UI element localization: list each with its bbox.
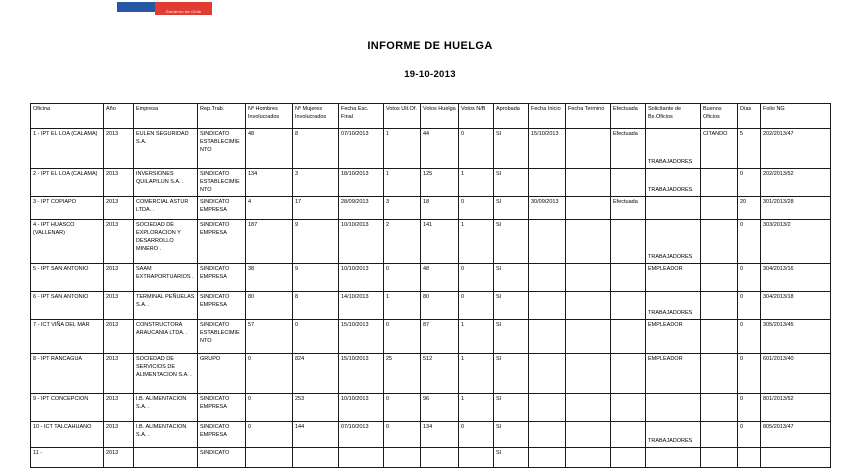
cell-dias: 5 [738, 129, 761, 169]
cell-votos_ult_of: 3 [384, 197, 421, 220]
cell-rep_trab: SINDICATO ESTABLECIMIENTO [198, 129, 246, 169]
cell-oficina: 8 - IPT RANCAGUA [31, 354, 104, 394]
cell-buenos_oficios [701, 448, 738, 468]
cell-dias: 0 [738, 220, 761, 264]
cell-votos_ult_of: 1 [384, 169, 421, 197]
cell-empresa: SOCIEDAD DE EXPLORACION Y DESARROLLO MINERO . [134, 220, 198, 264]
cell-fecha_termino [566, 448, 611, 468]
cell-fecha_inicio [529, 354, 566, 394]
column-header-buenos_oficios: Buenos Oficios [701, 104, 738, 129]
column-header-folio_ng: Folio NG [761, 104, 831, 129]
cell-folio_ng: 304/2013/18 [761, 292, 831, 320]
cell-oficina: 10 - ICT TALCAHUANO [31, 422, 104, 448]
cell-oficina: 11 - [31, 448, 104, 468]
cell-votos_nb: 1 [459, 220, 494, 264]
cell-ano: 2013 [104, 354, 134, 394]
cell-votos_huelga: 134 [421, 422, 459, 448]
cell-empresa: TERMINAL PEÑUELAS S.A. . [134, 292, 198, 320]
cell-fecha_termino [566, 197, 611, 220]
cell-votos_huelga: 87 [421, 320, 459, 354]
cell-efectuada [611, 169, 646, 197]
cell-solicitante [646, 394, 701, 422]
cell-fecha_inicio [529, 320, 566, 354]
cell-solicitante: TRABAJADORES [646, 292, 701, 320]
cell-mujeres: 824 [293, 354, 339, 394]
cell-folio_ng: 801/2013/52 [761, 394, 831, 422]
cell-hombres: 38 [246, 264, 293, 292]
cell-hombres: 134 [246, 169, 293, 197]
cell-fecha_termino [566, 264, 611, 292]
cell-empresa: COMERCIAL ASTUR LTDA. . [134, 197, 198, 220]
cell-fecha_inicio [529, 292, 566, 320]
cell-votos_ult_of: 0 [384, 320, 421, 354]
cell-efectuada [611, 448, 646, 468]
cell-solicitante: TRABAJADORES [646, 129, 701, 169]
cell-votos_nb: 1 [459, 354, 494, 394]
cell-hombres: 48 [246, 129, 293, 169]
cell-aprobada: SI [494, 197, 529, 220]
table-row [31, 292, 831, 320]
cell-empresa: SAAM EXTRAPORTUARIOS . [134, 264, 198, 292]
cell-ano: 2013 [104, 320, 134, 354]
cell-solicitante: TRABAJADORES [646, 422, 701, 448]
column-header-votos_nb: Votos N/B [459, 104, 494, 129]
cell-fecha_termino [566, 292, 611, 320]
cell-dias: 0 [738, 264, 761, 292]
column-header-empresa: Empresa [134, 104, 198, 129]
column-header-ano: Año [104, 104, 134, 129]
table-head [31, 104, 831, 129]
cell-fecha_esc_final: 15/10/2013 [339, 354, 384, 394]
logo-text: Gobierno de Chile [165, 9, 202, 14]
cell-efectuada: Efectuada [611, 197, 646, 220]
cell-fecha_inicio: 30/09/2013 [529, 197, 566, 220]
cell-oficina: 3 - IPT COPIAPO [31, 197, 104, 220]
cell-dias: 20 [738, 197, 761, 220]
cell-fecha_termino [566, 422, 611, 448]
column-header-oficina: Oficina [31, 104, 104, 129]
cell-votos_nb [459, 448, 494, 468]
cell-solicitante [646, 448, 701, 468]
column-header-rep_trab: Rep.Trab. [198, 104, 246, 129]
table-row [31, 264, 831, 292]
cell-efectuada: Efectuada [611, 129, 646, 169]
cell-votos_ult_of: 0 [384, 264, 421, 292]
cell-mujeres: 9 [293, 220, 339, 264]
cell-fecha_termino [566, 320, 611, 354]
cell-solicitante: TRABAJADORES [646, 220, 701, 264]
cell-votos_ult_of: 0 [384, 422, 421, 448]
table-row [31, 129, 831, 169]
cell-buenos_oficios [701, 422, 738, 448]
cell-mujeres: 0 [293, 320, 339, 354]
cell-folio_ng: 601/2013/40 [761, 354, 831, 394]
column-header-dias: Días [738, 104, 761, 129]
report-date: 19-10-2013 [404, 69, 456, 80]
cell-votos_huelga [421, 448, 459, 468]
cell-mujeres: 9 [293, 264, 339, 292]
logo-blue-box [117, 2, 155, 12]
cell-aprobada: SI [494, 422, 529, 448]
column-header-aprobada: Aprobada [494, 104, 529, 129]
column-header-efectuada: Efectuada [611, 104, 646, 129]
cell-votos_huelga: 96 [421, 394, 459, 422]
cell-buenos_oficios: CITANDO [701, 129, 738, 169]
cell-fecha_esc_final: 10/10/2013 [339, 264, 384, 292]
cell-votos_huelga: 44 [421, 129, 459, 169]
cell-efectuada [611, 320, 646, 354]
cell-folio_ng: 202/2013/47 [761, 129, 831, 169]
cell-folio_ng: 303/2013/2 [761, 220, 831, 264]
column-header-fecha_esc_final: Fecha Esc. Final [339, 104, 384, 129]
cell-aprobada: SI [494, 394, 529, 422]
cell-solicitante: EMPLEADOR [646, 320, 701, 354]
cell-fecha_esc_final: 07/10/2013 [339, 129, 384, 169]
cell-dias: 0 [738, 354, 761, 394]
cell-efectuada [611, 264, 646, 292]
cell-ano: 2013 [104, 197, 134, 220]
cell-dias: 0 [738, 169, 761, 197]
cell-fecha_inicio [529, 220, 566, 264]
cell-votos_nb: 0 [459, 129, 494, 169]
cell-votos_ult_of: 25 [384, 354, 421, 394]
table-row [31, 197, 831, 220]
cell-mujeres: 144 [293, 422, 339, 448]
cell-hombres: 187 [246, 220, 293, 264]
cell-oficina: 9 - IPT CONCEPCION [31, 394, 104, 422]
column-header-solicitante: Solicitante de Bs.Oficios [646, 104, 701, 129]
cell-buenos_oficios [701, 197, 738, 220]
cell-ano: 2013 [104, 169, 134, 197]
cell-rep_trab: SINDICATO EMPRESA [198, 197, 246, 220]
huelga-table [30, 103, 831, 468]
cell-dias: 0 [738, 320, 761, 354]
cell-votos_huelga: 80 [421, 292, 459, 320]
cell-buenos_oficios [701, 394, 738, 422]
cell-dias: 0 [738, 422, 761, 448]
cell-dias: 0 [738, 292, 761, 320]
cell-buenos_oficios [701, 220, 738, 264]
cell-empresa: INVERSIONES QUILAPILUN S.A. . [134, 169, 198, 197]
page-title: INFORME DE HUELGA [367, 40, 493, 52]
cell-dias: 0 [738, 394, 761, 422]
cell-hombres: 0 [246, 394, 293, 422]
cell-solicitante: EMPLEADOR [646, 354, 701, 394]
cell-oficina: 5 - IPT SAN ANTONIO [31, 264, 104, 292]
cell-ano: 2013 [104, 292, 134, 320]
cell-aprobada: SI [494, 354, 529, 394]
cell-dias [738, 448, 761, 468]
header-row [31, 104, 831, 129]
cell-fecha_inicio: 15/10/2013 [529, 129, 566, 169]
cell-votos_huelga: 125 [421, 169, 459, 197]
cell-folio_ng: 305/2013/45 [761, 320, 831, 354]
cell-votos_huelga: 141 [421, 220, 459, 264]
cell-buenos_oficios [701, 264, 738, 292]
cell-hombres: 57 [246, 320, 293, 354]
cell-ano: 2013 [104, 448, 134, 468]
cell-fecha_esc_final: 28/09/2013 [339, 197, 384, 220]
cell-efectuada [611, 354, 646, 394]
cell-efectuada [611, 220, 646, 264]
cell-aprobada: SI [494, 292, 529, 320]
table-row [31, 422, 831, 448]
cell-oficina: 4 - IPT HUASCO (VALLENAR) [31, 220, 104, 264]
cell-ano: 2013 [104, 264, 134, 292]
column-header-votos_huelga: Votos Huelga [421, 104, 459, 129]
cell-fecha_inicio [529, 169, 566, 197]
cell-votos_nb: 0 [459, 264, 494, 292]
cell-rep_trab: SINDICATO EMPRESA [198, 394, 246, 422]
cell-folio_ng: 202/2013/52 [761, 169, 831, 197]
cell-fecha_inicio [529, 394, 566, 422]
cell-fecha_termino [566, 394, 611, 422]
cell-empresa [134, 448, 198, 468]
cell-fecha_esc_final: 10/10/2013 [339, 394, 384, 422]
cell-aprobada: SI [494, 448, 529, 468]
table-row [31, 394, 831, 422]
cell-folio_ng [761, 448, 831, 468]
cell-fecha_esc_final [339, 448, 384, 468]
cell-mujeres: 253 [293, 394, 339, 422]
cell-solicitante [646, 197, 701, 220]
table-row [31, 320, 831, 354]
column-header-fecha_inicio: Fecha Inicio [529, 104, 566, 129]
cell-votos_huelga: 512 [421, 354, 459, 394]
cell-buenos_oficios [701, 169, 738, 197]
cell-fecha_inicio [529, 264, 566, 292]
cell-ano: 2013 [104, 422, 134, 448]
cell-empresa: SOCIEDAD DE SERVICIOS DE ALIMENTACION S.A. . [134, 354, 198, 394]
cell-ano: 2013 [104, 220, 134, 264]
cell-aprobada: SI [494, 169, 529, 197]
cell-fecha_esc_final: 14/10/2013 [339, 292, 384, 320]
cell-rep_trab: SINDICATO ESTABLECIMIENTO [198, 320, 246, 354]
cell-fecha_inicio [529, 448, 566, 468]
cell-rep_trab: GRUPO [198, 354, 246, 394]
cell-votos_nb: 1 [459, 169, 494, 197]
cell-votos_huelga: 18 [421, 197, 459, 220]
cell-votos_huelga: 48 [421, 264, 459, 292]
cell-fecha_termino [566, 220, 611, 264]
cell-efectuada [611, 292, 646, 320]
cell-hombres [246, 448, 293, 468]
cell-oficina: 7 - ICT VIÑA DEL MAR [31, 320, 104, 354]
cell-votos_nb: 0 [459, 292, 494, 320]
cell-aprobada: SI [494, 220, 529, 264]
cell-hombres: 0 [246, 422, 293, 448]
cell-mujeres: 17 [293, 197, 339, 220]
cell-votos_ult_of: 1 [384, 292, 421, 320]
cell-buenos_oficios [701, 320, 738, 354]
cell-fecha_esc_final: 07/10/2013 [339, 422, 384, 448]
cell-ano: 2013 [104, 129, 134, 169]
cell-mujeres [293, 448, 339, 468]
cell-rep_trab: SINDICATO EMPRESA [198, 220, 246, 264]
table-row [31, 354, 831, 394]
cell-votos_ult_of: 0 [384, 394, 421, 422]
cell-mujeres: 3 [293, 169, 339, 197]
cell-rep_trab: SINDICATO EMPRESA [198, 422, 246, 448]
cell-efectuada [611, 394, 646, 422]
cell-mujeres: 8 [293, 129, 339, 169]
cell-aprobada: SI [494, 320, 529, 354]
column-header-fecha_termino: Fecha Termino [566, 104, 611, 129]
cell-votos_ult_of [384, 448, 421, 468]
cell-votos_ult_of: 1 [384, 129, 421, 169]
cell-votos_nb: 0 [459, 197, 494, 220]
cell-empresa: I.B. ALIMENTACION S.A. . [134, 422, 198, 448]
logo-red-box [155, 2, 212, 15]
cell-votos_ult_of: 2 [384, 220, 421, 264]
cell-ano: 2013 [104, 394, 134, 422]
cell-oficina: 2 - IPT EL LOA (CALAMA) [31, 169, 104, 197]
cell-fecha_termino [566, 354, 611, 394]
cell-empresa: I.B. ALIMENTACION S.A. . [134, 394, 198, 422]
cell-fecha_termino [566, 169, 611, 197]
cell-votos_nb: 1 [459, 320, 494, 354]
cell-solicitante: EMPLEADOR [646, 264, 701, 292]
cell-votos_nb: 0 [459, 422, 494, 448]
table-body [31, 129, 831, 468]
cell-folio_ng: 805/2013/47 [761, 422, 831, 448]
cell-rep_trab: SINDICATO EMPRESA [198, 292, 246, 320]
table-row [31, 448, 831, 468]
cell-mujeres: 8 [293, 292, 339, 320]
cell-fecha_esc_final: 18/10/2013 [339, 169, 384, 197]
cell-empresa: CONSTRUCTORA ARAUCANIA LTDA. . [134, 320, 198, 354]
cell-buenos_oficios [701, 354, 738, 394]
cell-rep_trab: SINDICATO ESTABLECIMIENTO [198, 169, 246, 197]
cell-fecha_inicio [529, 422, 566, 448]
table-row [31, 220, 831, 264]
cell-oficina: 1 - IPT EL LOA (CALAMA) [31, 129, 104, 169]
cell-rep_trab: SINDICATO EMPRESA [198, 264, 246, 292]
column-header-votos_ult_of: Votos Ult.Of. [384, 104, 421, 129]
cell-oficina: 6 - IPT SAN ANTONIO [31, 292, 104, 320]
cell-empresa: EULEN SEGURIDAD S.A. [134, 129, 198, 169]
cell-buenos_oficios [701, 292, 738, 320]
cell-aprobada: SI [494, 264, 529, 292]
cell-votos_nb: 1 [459, 394, 494, 422]
cell-solicitante: TRABAJADORES [646, 169, 701, 197]
column-header-mujeres: Nº Mujeres Involucrados [293, 104, 339, 129]
cell-fecha_esc_final: 10/10/2013 [339, 220, 384, 264]
cell-aprobada: SI [494, 129, 529, 169]
column-header-hombres: Nº Hombres Involucrados [246, 104, 293, 129]
table-row [31, 169, 831, 197]
cell-fecha_termino [566, 129, 611, 169]
cell-hombres: 0 [246, 354, 293, 394]
cell-folio_ng: 301/2013/28 [761, 197, 831, 220]
cell-rep_trab: SINDICATO [198, 448, 246, 468]
cell-folio_ng: 304/2013/16 [761, 264, 831, 292]
cell-efectuada [611, 422, 646, 448]
cell-hombres: 4 [246, 197, 293, 220]
cell-hombres: 80 [246, 292, 293, 320]
cell-fecha_esc_final: 15/10/2013 [339, 320, 384, 354]
